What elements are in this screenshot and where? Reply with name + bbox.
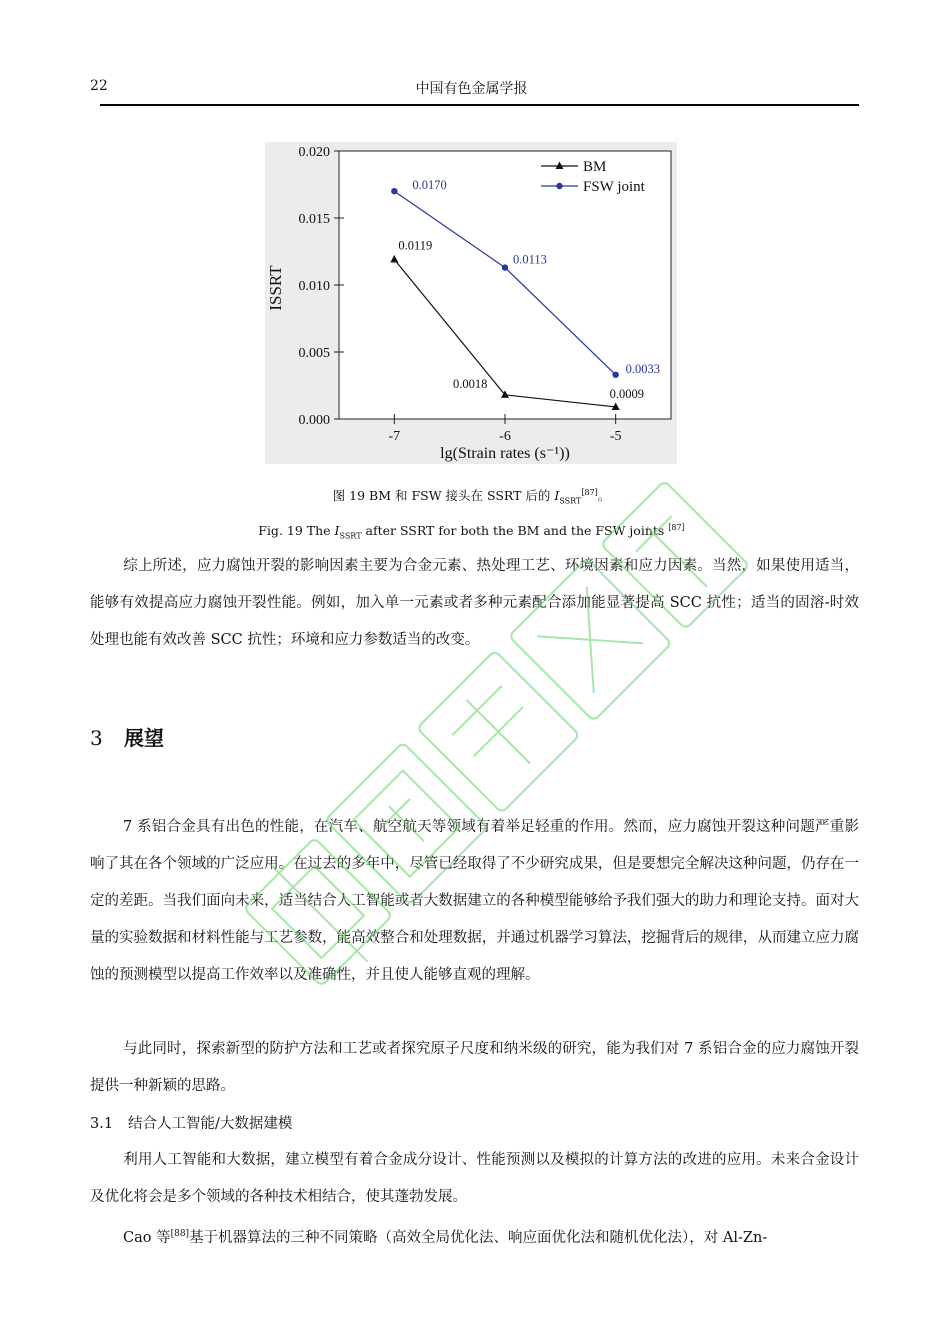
data-point-fsw (502, 264, 508, 270)
journal-title: 中国有色金属学报 (415, 81, 528, 97)
x-tick-label: -5 (609, 429, 622, 444)
data-label: 0.0113 (513, 252, 547, 267)
y-tick-label: 0.020 (298, 145, 330, 160)
figure-caption-cn: 图 19 BM 和 FSW 接头在 SSRT 后的 $I_{SSRT}[87]$。 (332, 487, 611, 506)
data-label: 0.0018 (453, 376, 488, 391)
data-label: 0.0033 (625, 361, 661, 376)
data-point-fsw (612, 372, 618, 378)
y-tick-label: 0.000 (298, 413, 330, 428)
legend-marker (556, 183, 562, 189)
y-tick-label: 0.005 (298, 346, 330, 361)
y-axis-label: ISSRT (266, 265, 285, 311)
paragraph-new-methods: 与此同时，探索新型的防护方法和工艺或者探究原子尺度和纳米级的研究，能为我们对 7 系铝合金的应力腐蚀开裂提供一种新颖的思路。 (90, 1041, 859, 1094)
section-heading-3: 3 展望 (90, 726, 164, 750)
data-label: 0.0009 (609, 386, 645, 401)
paragraph-ai-modeling: 利用人工智能和大数据，建立模型有着合金成分设计、性能预测以及模拟的计算方法的改进的应用。未来合金设计及优化将会是多个领域的各种技术相结合，使其蓬勃发展。 (90, 1152, 859, 1205)
x-tick-label: -6 (499, 429, 511, 444)
data-point-fsw (391, 188, 397, 194)
x-tick-label: -7 (388, 429, 401, 444)
section-heading-3-1: 3.1 结合人工智能/大数据建模 (90, 1116, 293, 1132)
figure-caption-en: Fig. 19 The $I_{SSRT}$ after SSRT for both the BM and the FSW joints [87] (258, 523, 685, 541)
data-label: 0.0170 (412, 178, 447, 193)
paragraph-outlook: 7 系铝合金具有出色的性能，在汽车、航空航天等领域有着举足轻重的作用。然而，应力腐蚀开裂这种问题严重影响了其在各个领域的广泛应用。在过去的多年中，尽管已经取得了不少研究成果，但是要想完全解决这种问题，仍存在一定的差距。当我们面向未来，适当结合人工智能或者大数据建立的各种模型能够给予我们强大的助力和理论支持。面对大量的实验数据和材料性能与工艺参数，能高效整合和处理数据，并通过机器学习算法，挖掘背后的规律，从而建立应力腐蚀的预测模型以提高工作效率以及准确性，并且使人能够直观的理解。 (90, 819, 859, 983)
legend-label: BM (583, 159, 607, 175)
y-tick-label: 0.010 (298, 279, 330, 294)
y-tick-label: 0.015 (298, 212, 330, 227)
x-axis-label: lg(Strain rates (s⁻¹)) (440, 445, 570, 462)
figure-19-chart (0, 0, 943, 480)
paragraph-summary: 综上所述，应力腐蚀开裂的影响因素主要为合金元素、热处理工艺、环境因素和应力因素。当然，如果使用适当，能够有效提高应力腐蚀开裂性能。例如，加入单一元素或者多种元素配合添加能显著提高 SCC 抗性；适当的固溶-时效处理也能有效改善 SCC 抗性；环境和应力参数适当的改变。 (90, 558, 859, 648)
data-label: 0.0119 (398, 238, 433, 253)
legend-label: FSW joint (583, 179, 645, 195)
paragraph-cao: Cao 等[88]基于机器算法的三种不同策略（高效全局优化法、响应面优化法和随机优化法），对 Al-Zn- (123, 1229, 768, 1246)
page-number: 22 (90, 78, 108, 94)
